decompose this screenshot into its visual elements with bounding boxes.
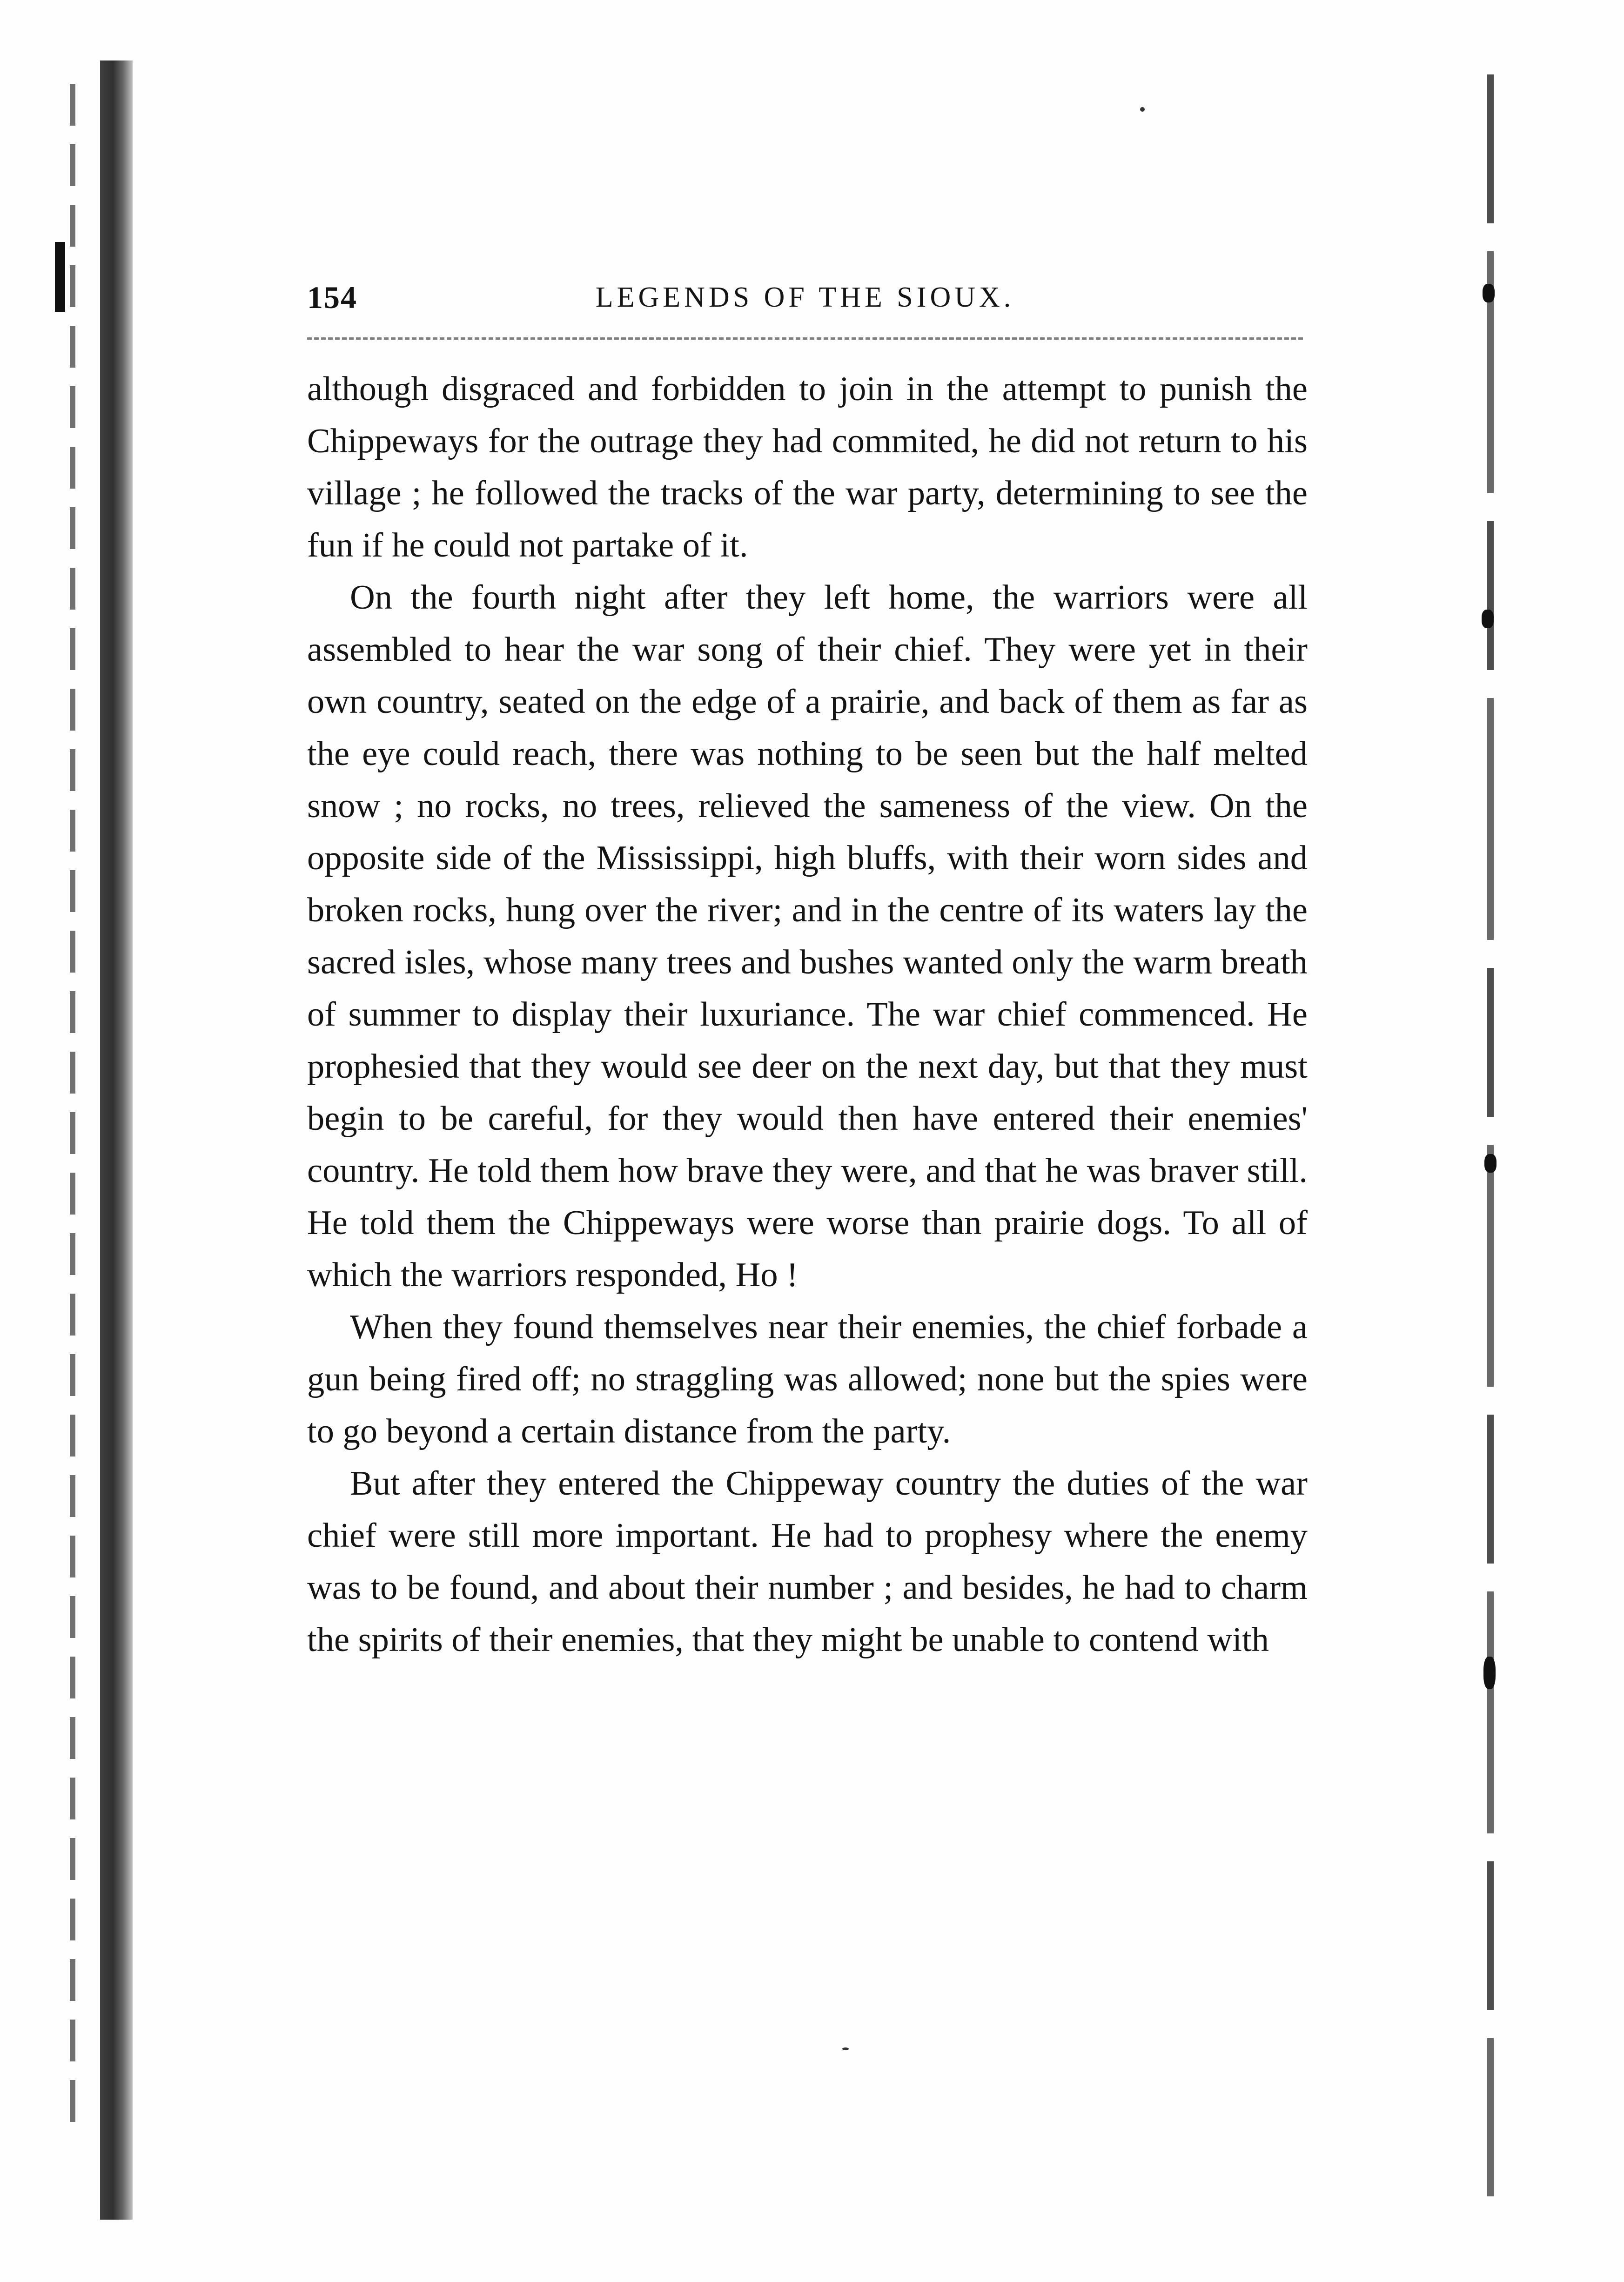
scan-edge-left <box>70 84 75 2122</box>
scan-blot <box>1483 1657 1496 1689</box>
paragraph: When they found themselves near their enemies, the chief forbade a gun being fired off; no straggling was allowed; none but the spies were to go beyond a certain distance from the party. <box>307 1308 1308 1450</box>
scan-blot <box>1483 284 1495 302</box>
binding-shadow-left <box>100 60 133 2220</box>
body-text <box>307 363 1308 1666</box>
paragraph: although disgraced and forbidden to join in the attempt to punish the Chippeways for the outrage they had commited, he did not return to his village ; he followed the tracks of the war party, determining to see the fun if he could not partake of it. <box>307 370 1308 564</box>
paragraph: On the fourth night after they left home, the warriors were all assembled to hear the war song of their chief. They were yet in their own country, seated on the edge of a prairie, and back of them as far as the eye could reach, there was nothing to be seen but the half melted snow ; no rocks, no trees, relieved the sameness of the view. On the opposite side of the Mississippi, high bluffs, with their worn sides and broken rocks, hung over the river; and in the centre of its waters lay the sacred isles, whose many trees and bushes wanted only the warm breath of summer to display their luxuriance. The war chief commenced. He prophesied that they would see deer on the next day, but that they must begin to be careful, for they would then have entered their enemies' country. He told them how brave they were, and that he was braver still. He told them the Chippeways were worse than prairie dogs. To all of which the warriors responded, Ho ! <box>307 578 1308 1294</box>
running-head <box>307 279 1303 321</box>
running-head-title: LEGENDS OF THE SIOUX. <box>595 282 1015 313</box>
scan-speck <box>842 2047 849 2050</box>
scan-edge-right <box>1487 74 1494 2196</box>
paragraph: But after they entered the Chippeway country the duties of the war chief were still more important. He had to prophesy where the enemy was to be found, and about their number ; and besides, he had to charm the spirits of their enemies, that they might be unable to contend with <box>307 1464 1308 1659</box>
scan-blot <box>1482 610 1494 628</box>
page-number: 154 <box>307 280 357 315</box>
scan-mark-left <box>55 242 65 312</box>
scan-blot <box>1484 1154 1496 1173</box>
scan-speck <box>1140 107 1145 112</box>
header-rule <box>307 337 1303 340</box>
